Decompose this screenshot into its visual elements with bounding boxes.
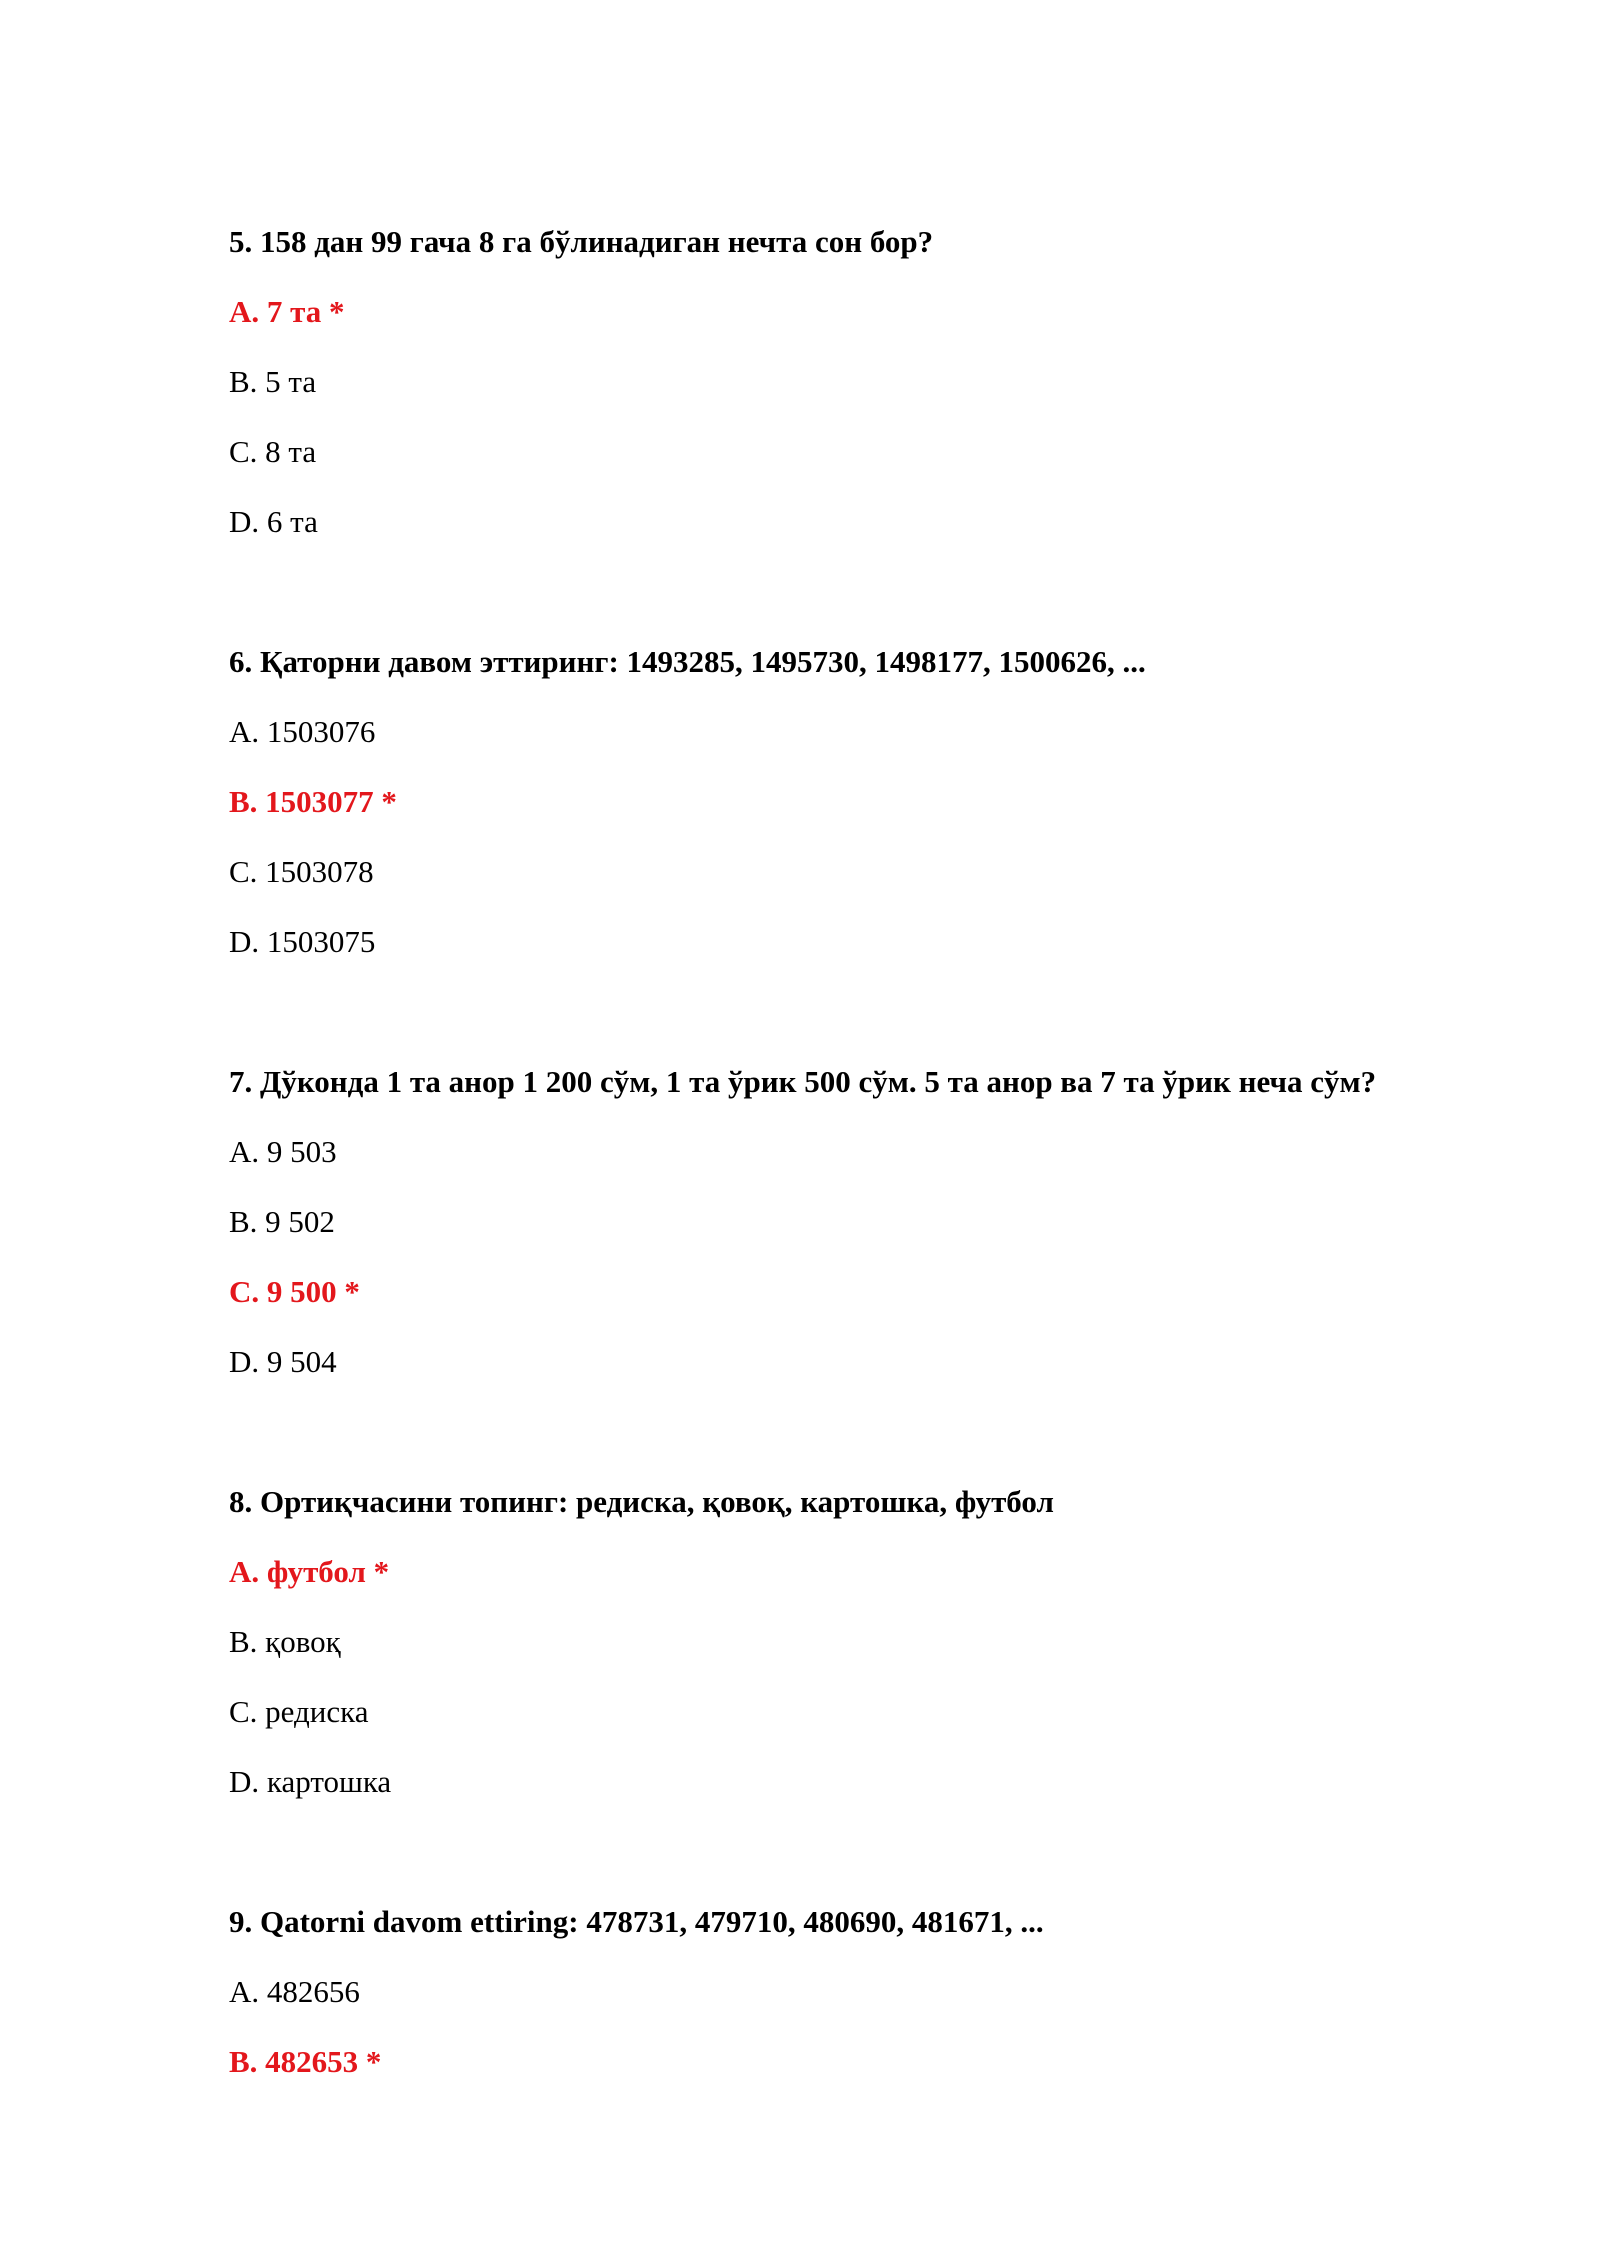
answer-option: A. 1503076 <box>229 714 376 749</box>
answer-option: C. 1503078 <box>229 854 374 889</box>
question-text: 8. Ортиқчасини топинг: редиска, қовоқ, картошка, футбол <box>229 1484 1054 1519</box>
answer-option-correct: C. 9 500 * <box>229 1274 360 1309</box>
answer-option: D. картошка <box>229 1764 392 1799</box>
answer-option: A. 9 503 <box>229 1134 337 1169</box>
answer-option: D. 9 504 <box>229 1344 337 1379</box>
answer-option-correct: A. футбол * <box>229 1554 390 1589</box>
answer-option: B. 5 та <box>229 364 317 399</box>
question-text: 9. Qatorni davom ettiring: 478731, 479710, 480690, 481671, ... <box>229 1904 1044 1939</box>
answer-option: D. 6 та <box>229 504 318 539</box>
answer-option-correct: B. 1503077 * <box>229 784 397 819</box>
answer-option: A. 482656 <box>229 1974 360 2009</box>
answer-option-correct: B. 482653 * <box>229 2044 382 2079</box>
question-text: 6. Қаторни давом эттиринг: 1493285, 1495730, 1498177, 1500626, ... <box>229 644 1146 679</box>
answer-option: C. редиска <box>229 1694 369 1729</box>
answer-option: C. 8 та <box>229 434 317 469</box>
answer-option: B. қовоқ <box>229 1624 341 1659</box>
answer-option-correct: A. 7 та * <box>229 294 345 329</box>
answer-option: D. 1503075 <box>229 924 376 959</box>
question-text: 7. Дўконда 1 та анор 1 200 сўм, 1 та ўрик 500 сўм. 5 та анор ва 7 та ўрик неча сўм? <box>229 1064 1377 1099</box>
question-text: 5. 158 дан 99 гача 8 га бўлинадиган нечта сон бор? <box>229 224 934 259</box>
answer-option: B. 9 502 <box>229 1204 335 1239</box>
